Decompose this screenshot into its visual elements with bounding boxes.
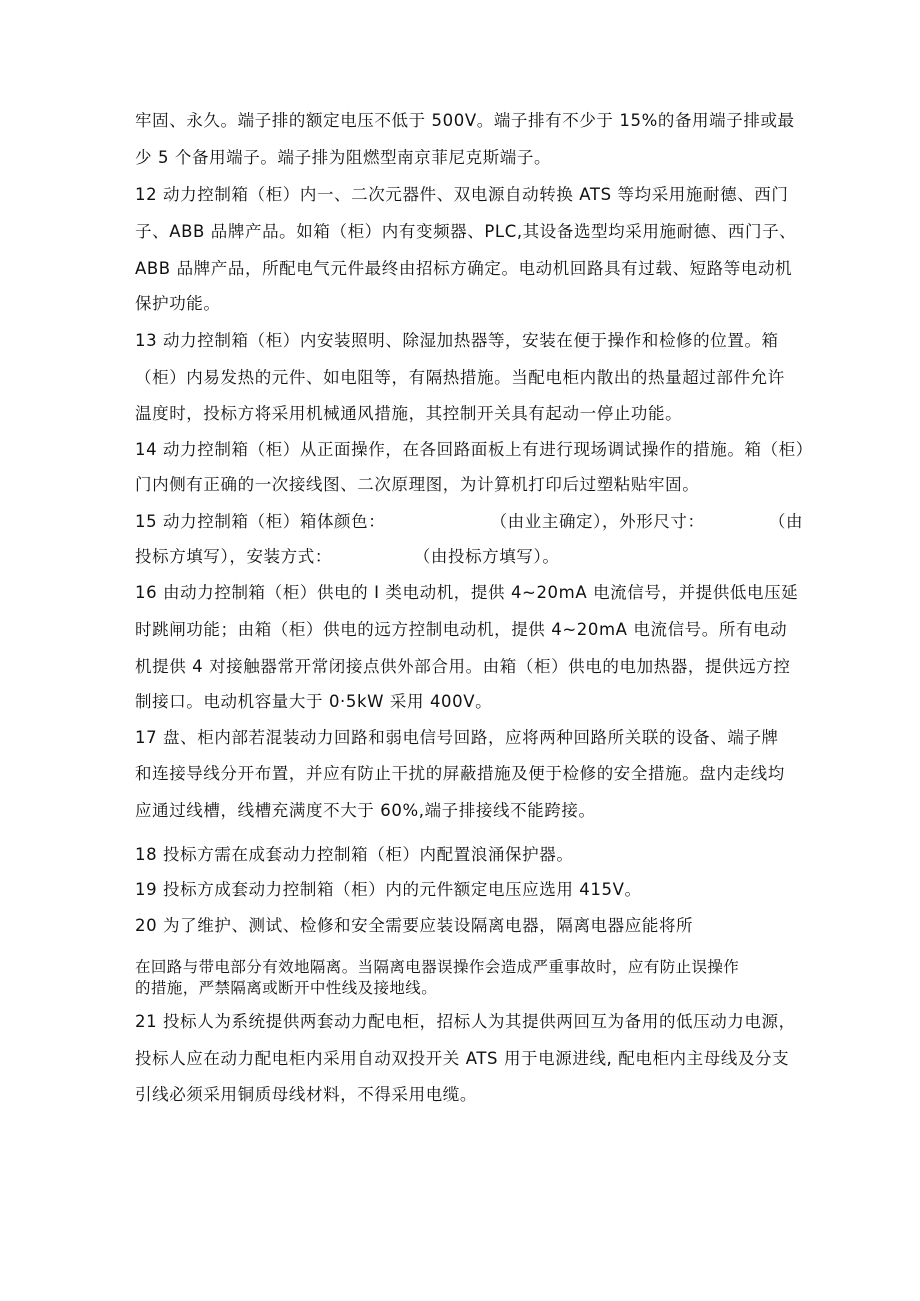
text-line: （柜）内易发热的元件、如电阻等，有隔热措施。当配电柜内散出的热量超过部件允许 <box>135 368 785 387</box>
text-line: 20 为了维护、测试、检修和安全需要应装设隔离电器，隔离电器应能将所 <box>135 916 694 935</box>
text-line: 15 动力控制箱（柜）箱体颜色： （由业主确定），外形尺寸： （由 <box>135 512 804 531</box>
text-line: 温度时，投标方将采用机械通风措施，其控制开关具有起动一停止功能。 <box>135 404 683 423</box>
text-line: 应通过线槽，线槽充满度不大于 60%,端子排接线不能跨接。 <box>135 801 596 820</box>
text-line: 12 动力控制箱（柜）内一、二次元器件、双电源自动转换 ATS 等均采用施耐德、西门 <box>135 185 789 204</box>
text-line: 牢固、永久。端子排的额定电压不低于 500V。端子排有不少于 15%的备用端子排或最 <box>135 111 795 130</box>
text-line: 投标人应在动力配电柜内采用自动双投开关 ATS 用于电源进线, 配电柜内主母线及分支 <box>135 1049 790 1068</box>
text-line: 引线必须采用铜质母线材料，不得采用电缆。 <box>135 1085 477 1104</box>
text-line: 保护功能。 <box>135 294 221 313</box>
text-line: 投标方填写），安装方式： （由投标方填写）。 <box>135 547 560 566</box>
text-line: 时跳闸功能；由箱（柜）供电的远方控制电动机，提供 4~20mA 电流信号。所有电动 <box>135 620 788 639</box>
text-line: 13 动力控制箱（柜）内安装照明、除湿加热器等，安装在便于操作和检修的位置。箱 <box>135 331 779 350</box>
text-line: 14 动力控制箱（柜）从正面操作，在各回路面板上有进行现场调试操作的措施。箱（柜） <box>135 440 813 459</box>
text-line: 18 投标方需在成套动力控制箱（柜）内配置浪涌保护器。 <box>135 845 574 864</box>
text-line: 的措施，严禁隔离或断开中性线及接地线。 <box>135 979 438 997</box>
text-line: 子、ABB 品牌产品。如箱（柜）内有变频器、PLC,其设备选型均采用施耐德、西门子、 <box>135 222 797 241</box>
text-line: 机提供 4 对接触器常开常闭接点供外部合用。由箱（柜）供电的电加热器，提供远方控 <box>135 657 791 676</box>
text-line: 和连接导线分开布置，并应有防止干扰的屏蔽措施及便于检修的安全措施。盘内走线均 <box>135 764 785 783</box>
text-line: 17 盘、柜内部若混装动力回路和弱电信号回路，应将两种回路所关联的设备、端子牌 <box>135 728 779 747</box>
text-line: 19 投标方成套动力控制箱（柜）内的元件额定电压应选用 415V。 <box>135 880 642 899</box>
text-line: 16 由动力控制箱（柜）供电的 I 类电动机，提供 4~20mA 电流信号，并提供低电压延 <box>135 583 799 602</box>
text-line: 21 投标人为系统提供两套动力配电柜，招标人为其提供两回互为备用的低压动力电源， <box>135 1012 796 1031</box>
text-line: ABB 品牌产品，所配电气元件最终由招标方确定。电动机回路具有过载、短路等电动机 <box>135 259 793 278</box>
text-line: 少 5 个备用端子。端子排为阻燃型南京菲尼克斯端子。 <box>135 148 552 167</box>
text-line: 门内侧有正确的一次接线图、二次原理图，为计算机打印后过塑粘贴牢固。 <box>135 475 700 494</box>
text-line: 制接口。电动机容量大于 0·5kW 采用 400V。 <box>135 692 493 711</box>
text-line: 在回路与带电部分有效地隔离。当隔离电器误操作会造成严重事故时，应有防止误操作 <box>135 958 740 976</box>
